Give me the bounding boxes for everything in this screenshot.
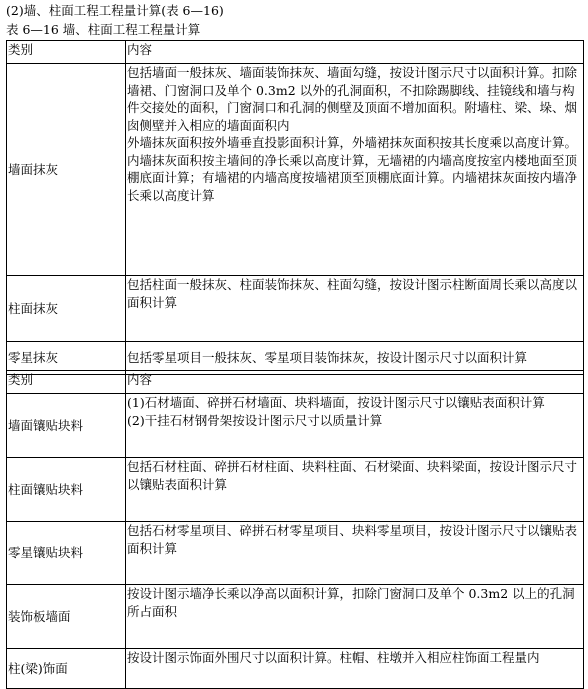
content-paragraph: (1)石材墙面、碎拼石材墙面、块料墙面，按设计图示尺寸以镶贴表面积计算 [127,395,545,410]
wall-column-plaster-table [6,40,584,375]
table-row [7,64,584,276]
row-content [126,522,584,585]
content-paragraph: 包括零星项目一般抹灰、零星项目装饰抹灰，按设计图示尺寸以面积计算 [127,350,528,366]
content-paragraph: 包括墙面一般抹灰、墙面装饰抹灰、墙面勾缝，按设计图示尺寸以面积计算。扣除墙裙、门窗洞口及单个 0.3m2 以外的孔洞面积，不扣除踢脚线、挂镜线和墙与构件交接处的面积，门窗洞口和孔洞的侧壁及顶面不增加面积。附墙柱、梁、垛、烟囱侧壁并入相应的墙面面积内 [127,65,578,133]
content-paragraph: 包括石材柱面、碎拼石材柱面、块料柱面、石材梁面、块料梁面，按设计图示尺寸以镶贴表面积计算 [127,459,578,492]
row-category: 零星镶贴块料 [7,522,126,585]
table-row [7,458,584,522]
row-content [126,394,584,458]
table-caption: 表 6—16 墙、柱面工程工程量计算 [6,22,201,37]
row-content [126,64,584,276]
tile-veneer-table [6,370,584,689]
row-content [126,585,584,649]
header-content: 内容 [126,371,584,394]
header-content: 内容 [126,41,584,64]
table-row [7,276,584,342]
row-category: 柱面抹灰 [7,276,126,342]
content-paragraph: (2)干挂石材钢骨架按设计图示尺寸以质量计算 [127,412,383,428]
table-row [7,522,584,585]
row-content [126,276,584,342]
table-row [7,585,584,649]
table-row [7,649,584,689]
row-category: 装饰板墙面 [7,585,126,649]
row-category: 柱面镶贴块料 [7,458,126,522]
table-row [7,394,584,458]
content-paragraph: 包括石材零星项目、碎拼石材零星项目、块料零星项目，按设计图示尺寸以镶贴表面积计算 [127,523,578,556]
header-category: 类别 [7,371,126,394]
content-paragraph: 按设计图示墙净长乘以净高以面积计算，扣除门窗洞口及单个 0.3m2 以上的孔洞所占面积 [127,586,575,619]
row-content [126,458,584,522]
row-category: 柱(梁)饰面 [7,649,126,689]
header-category: 类别 [7,41,126,64]
content-paragraph: 外墙抹灰面积按外墙垂直投影面积计算，外墙裙抹灰面积按其长度乘以高度计算。 [127,135,578,150]
content-paragraph: 按设计图示饰面外围尺寸以面积计算。柱帽、柱墩并入相应柱饰面工程量内 [127,650,540,665]
content-paragraph: 内墙抹灰面积按主墙间的净长乘以高度计算，无墙裙的内墙高度按室内楼地面至顶棚底面计算；有墙裙的内墙高度按墙裙顶至顶棚底面计算。内墙裙抹灰面按内墙净长乘以高度计算 [127,152,578,203]
row-category: 墙面抹灰 [7,64,126,276]
row-category: 墙面镶贴块料 [7,394,126,458]
section-heading: (2)墙、柱面工程工程量计算(表 6—16) [6,3,224,18]
row-category: 零星抹灰 [7,342,126,375]
table-header-row [7,41,584,64]
content-paragraph: 包括柱面一般抹灰、柱面装饰抹灰、柱面勾缝，按设计图示柱断面周长乘以高度以面积计算 [127,277,578,310]
row-content [126,649,584,689]
table-header-row [7,371,584,394]
